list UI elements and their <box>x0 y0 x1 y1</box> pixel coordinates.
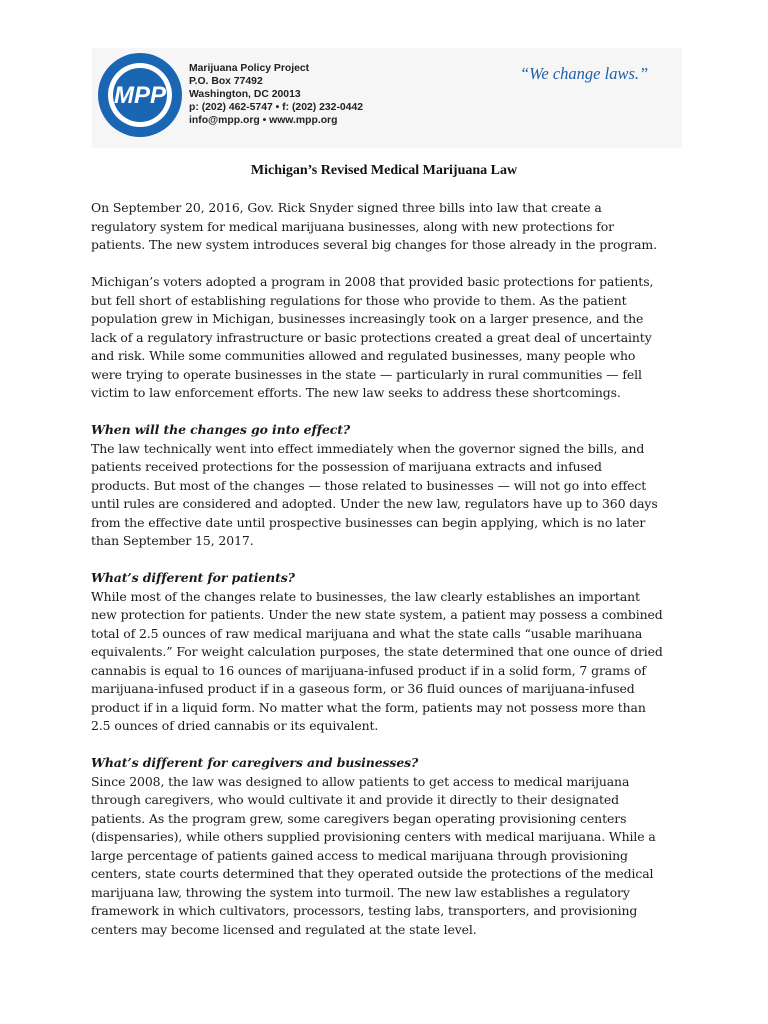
text-line: product if in a liquid form. No matter what the form, patients may not possess more than <box>91 699 646 715</box>
org-po-box: P.O. Box 77492 <box>189 76 263 87</box>
text-line: patients. The new system introduces several big changes for those already in the program. <box>91 237 657 252</box>
text-line: Since 2008, the law was designed to allow patients to get access to medical marijuana <box>91 773 630 789</box>
logo-text: MPP <box>113 82 167 109</box>
text-line: While most of the changes relate to businesses, the law clearly establishes an important <box>91 588 640 604</box>
text-line: cannabis is equal to 16 ounces of marijuana-infused product if in a solid form, 7 grams of <box>91 662 646 678</box>
text-line: 2.5 ounces of dried cannabis or its equivalent. <box>91 718 379 733</box>
text-line: were trying to operate businesses in the state — particularly in rural communities — fell <box>91 366 642 382</box>
org-contact-block <box>189 62 449 127</box>
text-line: Michigan’s voters adopted a program in 2008 that provided basic protections for patients, <box>91 274 654 289</box>
org-city: Washington, DC 20013 <box>189 89 301 100</box>
text-line: On September 20, 2016, Gov. Rick Snyder signed three bills into law that create a <box>91 200 602 215</box>
text-line: The law technically went into effect immediately when the governor signed the bills, and <box>91 440 645 456</box>
mpp-logo <box>95 50 185 140</box>
text-line: large percentage of patients gained access to medical marijuana through provisioning <box>91 847 628 863</box>
section-heading: When will the changes go into effect? <box>91 422 351 437</box>
text-line: population grew in Michigan, businesses increasingly took on a larger presence, and the <box>91 311 644 326</box>
text-line: lack of a regulatory infrastructure or basic protections created a great deal of uncertainty <box>91 329 652 345</box>
org-name: Marijuana Policy Project <box>189 63 310 74</box>
text-line: from the effective date until prospective businesses can begin applying, which is no later <box>91 514 646 530</box>
text-line: total of 2.5 ounces of raw medical marijuana and what the state calls “usable marihuana <box>91 625 643 641</box>
text-line: but fell short of establishing regulations for those who provide to them. As the patient <box>91 292 627 308</box>
text-line: and risk. While some communities allowed and regulated businesses, many people who <box>91 348 636 363</box>
text-line: victim to law enforcement efforts. The new law seeks to address these shortcomings. <box>91 385 621 400</box>
document-title: Michigan’s Revised Medical Marijuana Law <box>250 163 518 178</box>
intro-paragraph <box>91 199 691 255</box>
text-line: until rules are considered and adopted. Under the new law, regulators have up to 360 days <box>91 496 658 511</box>
text-line: products. But most of the changes — those related to businesses — will not go into effect <box>91 477 647 493</box>
document-body <box>91 199 691 939</box>
text-line: centers, state courts determined that they operated outside the protections of the medical <box>91 866 654 881</box>
section-caregivers <box>91 754 691 939</box>
org-contact: info@mpp.org • www.mpp.org <box>189 115 338 126</box>
text-line: marijuana law, throwing the system into turmoil. The new law establishes a regulatory <box>91 884 630 900</box>
tagline: “We change laws.” <box>520 64 649 83</box>
text-line: marijuana-infused product if in a gaseous form, or 36 fluid ounces of marijuana-infused <box>91 681 635 696</box>
section-heading: What’s different for caregivers and businesses? <box>91 755 419 770</box>
text-line: than September 15, 2017. <box>91 533 254 548</box>
text-line: new protection for patients. Under the new state system, a patient may possess a combined <box>91 607 663 622</box>
text-line: regulatory system for medical marijuana businesses, along with new protections for <box>91 218 615 234</box>
text-line: patients. As the program grew, some caregivers began operating provisioning centers <box>91 810 627 826</box>
section-heading: What’s different for patients? <box>91 570 295 585</box>
background-paragraph <box>91 273 691 403</box>
text-line: patients received protections for the possession of marijuana extracts and infused <box>91 459 602 474</box>
text-line: through caregivers, who would cultivate it and provide it directly to their designated <box>91 792 619 807</box>
text-line: (dispensaries), while others supplied provisioning centers with medical marijuana. While a <box>91 829 656 844</box>
text-line: equivalents.” For weight calculation purposes, the state determined that one ounce of dried <box>91 644 663 659</box>
org-phone: p: (202) 462-5747 • f: (202) 232-0442 <box>189 102 364 113</box>
section-patients <box>91 569 691 736</box>
text-line: centers may become licensed and regulated at the state level. <box>91 921 477 937</box>
text-line: framework in which cultivators, processors, testing labs, transporters, and provisioning <box>91 903 638 918</box>
section-effect <box>91 421 691 551</box>
